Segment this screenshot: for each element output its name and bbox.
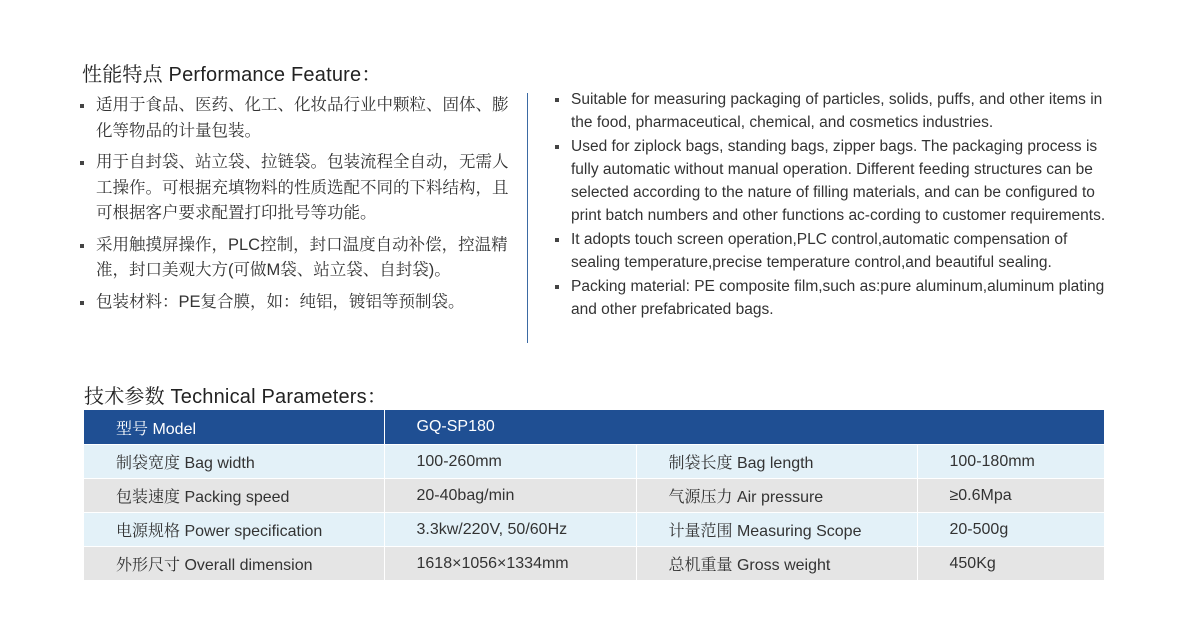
feature-text-cn: 适用于食品、医药、化工、化妆品行业中颗粒、固体、膨化等物品的计量包装。 <box>96 96 509 140</box>
feature-text-en: Used for ziplock bags, standing bags, zipper bags. The packaging process is fully automatic without manual operation. Different feeding structures can be selected according to the nature of filling materials, and can be configured to print batch numbers and other functions ac-cording to customer requirements. <box>571 138 1106 224</box>
param-label-cell: 包装速度 Packing speed <box>84 479 384 513</box>
feature-text-en: Packing material: PE composite film,such as:pure aluminum,aluminum plating and other prefabricated bags. <box>571 278 1105 318</box>
feature-text-en: It adopts touch screen operation,PLC control,automatic compensation of sealing temperature,precise temperature control,and beautiful sealing. <box>571 231 1068 271</box>
param-label-cell: 电源规格 Power specification <box>84 513 384 547</box>
bullet-square-icon <box>555 285 559 289</box>
list-item <box>555 228 1120 274</box>
bullet-square-icon <box>80 161 84 165</box>
feature-text-cn: 用于自封袋、站立袋、拉链袋。包装流程全自动，无需人工操作。可根据充填物料的性质选配不同的下料结构，且可根据客户要求配置打印批号等功能。 <box>96 153 509 222</box>
table-row <box>84 513 1104 547</box>
param-value-cell: 20-40bag/min <box>384 479 636 513</box>
feature-text-cn: 包装材料：PE复合膜，如：纯铝，镀铝等预制袋。 <box>96 292 465 311</box>
table-header-row <box>84 410 1104 445</box>
table-row <box>84 479 1104 513</box>
feature-text-cn: 采用触摸屏操作，PLC控制，封口温度自动补偿，控温精准，封口美观大方(可做M袋、站立袋、自封袋)。 <box>96 235 508 279</box>
bullet-square-icon <box>555 238 559 242</box>
list-item <box>80 150 512 227</box>
param-label-cell: 计量范围 Measuring Scope <box>636 513 917 547</box>
list-item <box>80 233 512 284</box>
param-value-cell: 100-260mm <box>384 445 636 479</box>
column-divider <box>527 93 528 343</box>
technical-parameters-heading: 技术参数 Technical Parameters： <box>84 386 388 408</box>
bullet-square-icon <box>80 104 84 108</box>
model-label-cell: 型号 Model <box>84 410 384 445</box>
param-value-cell: 3.3kw/220V, 50/60Hz <box>384 513 636 547</box>
list-item <box>555 88 1120 134</box>
list-item <box>555 275 1120 321</box>
bullet-square-icon <box>555 98 559 102</box>
param-label-cell: 总机重量 Gross weight <box>636 547 917 581</box>
bullet-square-icon <box>80 244 84 248</box>
param-value-cell: 1618×1056×1334mm <box>384 547 636 581</box>
model-value-cell: GQ-SP180 <box>384 410 1104 445</box>
table-row <box>84 547 1104 581</box>
param-value-cell: 450Kg <box>917 547 1104 581</box>
performance-feature-heading: 性能特点 Performance Feature： <box>82 64 382 86</box>
feature-text-en: Suitable for measuring packaging of particles, solids, puffs, and other items in the food, pharmaceutical, chemical, and cosmetics industries. <box>571 91 1103 131</box>
param-label-cell: 制袋宽度 Bag width <box>84 445 384 479</box>
performance-features-english-list <box>555 88 1120 322</box>
param-value-cell: ≥0.6Mpa <box>917 479 1104 513</box>
list-item <box>80 93 512 144</box>
param-value-cell: 20-500g <box>917 513 1104 547</box>
param-label-cell: 制袋长度 Bag length <box>636 445 917 479</box>
list-item <box>80 290 512 316</box>
bullet-square-icon <box>80 301 84 305</box>
param-value-cell: 100-180mm <box>917 445 1104 479</box>
bullet-square-icon <box>555 145 559 149</box>
table-row <box>84 445 1104 479</box>
param-label-cell: 气源压力 Air pressure <box>636 479 917 513</box>
technical-parameters-table <box>84 409 1104 580</box>
param-label-cell: 外形尺寸 Overall dimension <box>84 547 384 581</box>
list-item <box>555 135 1120 227</box>
performance-features-chinese-list <box>80 93 512 321</box>
